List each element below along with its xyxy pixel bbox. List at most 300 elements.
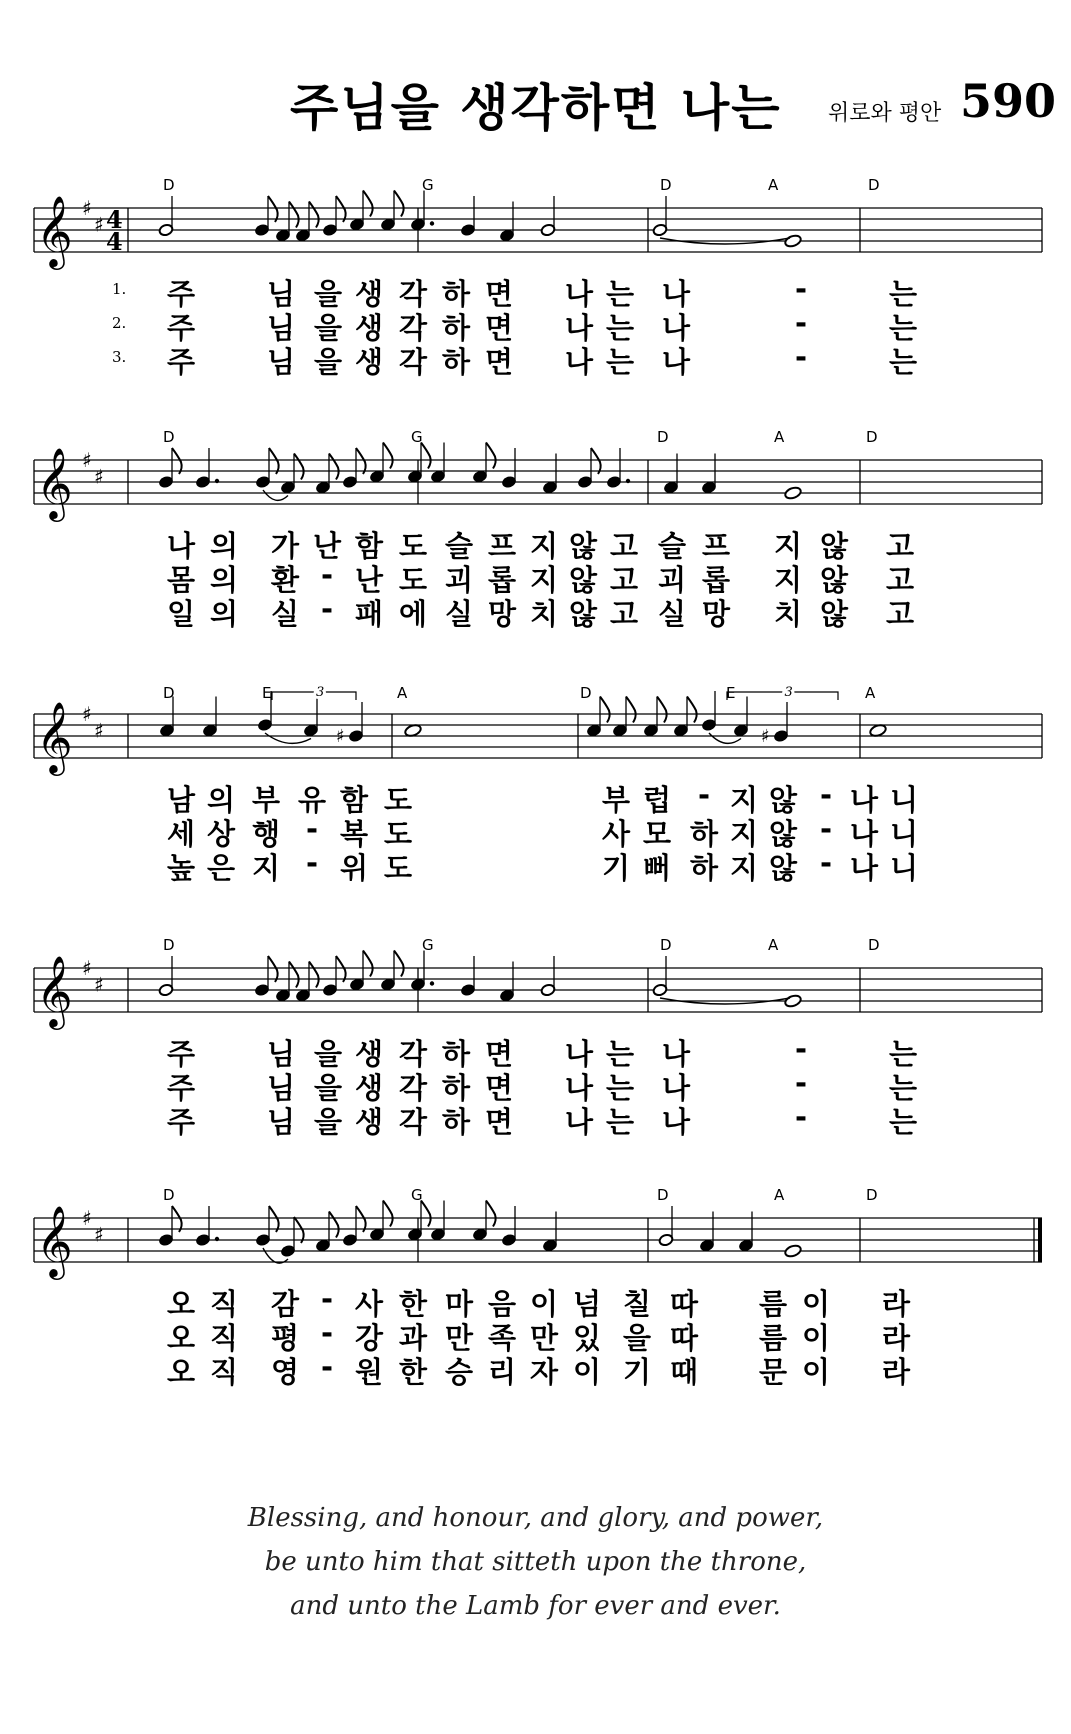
note — [410, 191, 434, 232]
lyric-syllable: 지 — [773, 563, 802, 597]
note — [652, 956, 667, 997]
lyric-syllable: 때 — [669, 1355, 698, 1389]
lyric-syllable: 만 — [444, 1321, 473, 1355]
lyric-syllable: 니 — [889, 851, 918, 885]
lyric-syllable: 난 — [312, 529, 341, 563]
note — [784, 486, 802, 500]
note — [407, 1201, 430, 1242]
verse-number: 2. — [112, 314, 127, 332]
sharp-icon: ♯ — [82, 196, 92, 220]
lyric-syllable: - — [819, 812, 833, 846]
chord-symbol: A — [768, 176, 779, 194]
tie — [265, 733, 311, 743]
lyric-syllable: 럽 — [642, 783, 671, 817]
note — [501, 448, 516, 489]
lyric-syllable: 사 — [354, 1287, 383, 1321]
note — [612, 697, 635, 738]
lyric-syllable: 하 — [441, 1071, 470, 1105]
lyric-syllable: 환 — [270, 563, 299, 597]
lyric-syllable: 프 — [701, 529, 730, 563]
chord-symbol: D — [163, 1186, 175, 1204]
lyric-syllable: 이 — [801, 1355, 830, 1389]
lyric-syllable: 도 — [383, 817, 412, 851]
lyric-syllable: 각 — [398, 1105, 427, 1139]
lyric-syllable: 기 — [601, 851, 630, 885]
note — [540, 196, 555, 237]
lyric-syllable: 칠 — [622, 1287, 651, 1321]
lyric-syllable: 이 — [529, 1287, 558, 1321]
lyric-syllable: 나 — [564, 277, 593, 311]
lyric-syllable: 일 — [166, 597, 195, 631]
lyric-line — [0, 524, 1071, 563]
lyric-line — [0, 592, 1071, 631]
lyric-syllable: 않 — [768, 817, 797, 851]
lyric-syllable: 유 — [297, 783, 326, 817]
scripture-line: be unto him that sitteth upon the throne, — [264, 1547, 807, 1577]
note — [380, 191, 403, 232]
note — [784, 234, 802, 248]
lyric-syllable: 않 — [568, 529, 597, 563]
lyric-syllable: 괴 — [444, 563, 473, 597]
lyric-syllable: 라 — [881, 1287, 910, 1321]
note — [652, 196, 667, 237]
lyric-syllable: 않 — [768, 783, 797, 817]
note — [430, 443, 445, 484]
lyric-syllable: 기 — [622, 1355, 651, 1389]
chord-symbol: D — [657, 428, 669, 446]
lyric-syllable: 는 — [605, 311, 634, 345]
lyric-syllable: 이 — [801, 1321, 830, 1355]
lyric-syllable: 따 — [669, 1321, 698, 1355]
chord-symbol: E — [262, 684, 272, 702]
svg-text:♯: ♯ — [336, 726, 345, 747]
lyric-syllable: 나 — [661, 345, 690, 379]
lyric-syllable: 나 — [849, 817, 878, 851]
lyric-syllable: 나 — [564, 1071, 593, 1105]
sharp-icon: ♯ — [94, 718, 104, 743]
lyric-syllable: 는 — [888, 1105, 917, 1139]
lyric-syllable: 주 — [166, 345, 195, 379]
lyric-syllable: 의 — [209, 563, 238, 597]
lyric-syllable: - — [794, 272, 808, 306]
treble-clef-icon: 𝄞 — [36, 1204, 73, 1277]
scripture-quote — [0, 1496, 1071, 1628]
note — [701, 691, 716, 732]
lyric-syllable: 나 — [564, 1105, 593, 1139]
lyric-syllable: 높 — [166, 851, 195, 885]
lyric-syllable: 고 — [885, 563, 914, 597]
lyric-syllable: 고 — [609, 597, 638, 631]
lyric-syllable: 음 — [487, 1287, 516, 1321]
lyric-syllable: 주 — [166, 1105, 195, 1139]
lyric-syllable: 롭 — [701, 563, 730, 597]
lyric-syllable: 의 — [206, 783, 235, 817]
lyric-syllable: 면 — [484, 1037, 513, 1071]
lyric-syllable: 는 — [888, 1037, 917, 1071]
music-system — [0, 176, 1071, 410]
sharp-icon: ♯ — [94, 464, 104, 489]
lyric-syllable: 름 — [758, 1321, 787, 1355]
lyric-syllable: 주 — [166, 1037, 195, 1071]
lyric-line — [0, 1066, 1071, 1105]
lyric-line — [0, 846, 1071, 885]
chord-symbol: A — [768, 936, 779, 954]
note — [658, 1206, 673, 1247]
lyric-syllable: 나 — [661, 1037, 690, 1071]
note — [472, 443, 495, 484]
lyric-syllable: 나 — [166, 529, 195, 563]
lyric-syllable: 한 — [398, 1355, 427, 1389]
lyric-syllable: 망 — [487, 597, 516, 631]
verse-number: 1. — [112, 280, 127, 298]
lyric-syllable: 지 — [729, 851, 758, 885]
lyric-syllable: 님 — [266, 1037, 295, 1071]
triplet-bracket — [727, 692, 838, 700]
sharp-icon: ♯ — [94, 212, 104, 237]
note — [202, 697, 217, 738]
lyric-syllable: - — [794, 340, 808, 374]
lyric-syllable: 리 — [487, 1355, 516, 1389]
lyric-syllable: 프 — [487, 529, 516, 563]
note — [407, 443, 430, 484]
hymn-title: 주님을 생각하면 나는 — [290, 79, 782, 137]
lyric-syllable: 생 — [354, 277, 383, 311]
lyric-syllable: 는 — [888, 311, 917, 345]
sharp-icon: ♯ — [82, 956, 92, 980]
lyric-syllable: - — [320, 1282, 334, 1316]
lyric-syllable: - — [794, 306, 808, 340]
note — [501, 1206, 516, 1247]
chord-symbol: D — [866, 428, 878, 446]
treble-clef-icon: 𝄞 — [36, 446, 73, 519]
lyric-syllable: 나 — [661, 277, 690, 311]
lyric-line — [0, 1282, 1071, 1321]
lyric-syllable: 는 — [605, 1105, 634, 1139]
chord-symbol: A — [397, 684, 408, 702]
treble-clef-icon: 𝄞 — [36, 954, 73, 1027]
treble-clef-icon: 𝄞 — [36, 700, 73, 773]
lyric-syllable: 행 — [251, 817, 280, 851]
note — [369, 443, 392, 484]
triplet-bracket — [272, 692, 356, 700]
lyric-syllable: 도 — [398, 563, 427, 597]
lyric-syllable: - — [320, 1350, 334, 1384]
lyric-syllable: 을 — [313, 345, 342, 379]
lyric-syllable: 따 — [669, 1287, 698, 1321]
lyric-syllable: 니 — [889, 817, 918, 851]
chord-symbol: E — [726, 684, 736, 702]
lyric-syllable: 을 — [313, 1071, 342, 1105]
lyric-syllable: 남 — [166, 783, 195, 817]
lyric-syllable: 강 — [354, 1321, 383, 1355]
note — [606, 448, 630, 489]
lyric-syllable: 함 — [354, 529, 383, 563]
note — [158, 956, 173, 997]
lyric-syllable: 은 — [206, 851, 235, 885]
lyric-syllable: 지 — [251, 851, 280, 885]
lyric-syllable: 각 — [398, 1037, 427, 1071]
lyric-syllable: 면 — [484, 277, 513, 311]
lyric-syllable: 나 — [564, 345, 593, 379]
svg-text:♯: ♯ — [761, 726, 770, 747]
lyric-syllable: - — [697, 778, 711, 812]
sharp-icon: ♯ — [94, 1222, 104, 1247]
lyric-syllable: 면 — [484, 1071, 513, 1105]
chord-symbol: D — [163, 936, 175, 954]
lyric-syllable: 는 — [888, 1071, 917, 1105]
lyric-syllable: 하 — [441, 277, 470, 311]
lyric-line — [0, 306, 1071, 345]
triplet-label: 3 — [784, 686, 793, 700]
music-system — [0, 686, 1071, 916]
lyric-syllable: 면 — [484, 1105, 513, 1139]
lyric-syllable: 는 — [888, 277, 917, 311]
lyric-syllable: 않 — [819, 563, 848, 597]
lyric-syllable: 과 — [398, 1321, 427, 1355]
lyric-syllable: 이 — [572, 1355, 601, 1389]
lyric-syllable: 주 — [166, 311, 195, 345]
lyric-syllable: 의 — [209, 529, 238, 563]
hymn-category: 위로와 평안 — [828, 101, 942, 126]
lyric-syllable: 라 — [881, 1355, 910, 1389]
lyric-syllable: 님 — [266, 1071, 295, 1105]
lyric-line — [0, 558, 1071, 597]
lyric-syllable: 한 — [398, 1287, 427, 1321]
chord-symbol: G — [422, 176, 434, 194]
note — [369, 1201, 392, 1242]
lyric-syllable: 모 — [642, 817, 671, 851]
lyric-syllable: 각 — [398, 277, 427, 311]
lyric-syllable: 하 — [441, 1037, 470, 1071]
lyric-syllable: 고 — [885, 529, 914, 563]
lyric-line — [0, 272, 1071, 311]
lyric-syllable: 복 — [339, 817, 368, 851]
lyric-syllable: 나 — [661, 1071, 690, 1105]
sharp-icon: ♯ — [94, 972, 104, 997]
lyric-syllable: 는 — [605, 1037, 634, 1071]
lyric-syllable: 영 — [270, 1355, 299, 1389]
music-system — [0, 1186, 1071, 1420]
lyric-syllable: 도 — [383, 783, 412, 817]
lyric-syllable: 이 — [801, 1287, 830, 1321]
sharp-icon: ♯ — [82, 702, 92, 726]
lyric-syllable: 나 — [564, 1037, 593, 1071]
lyric-syllable: 에 — [398, 597, 427, 631]
note — [380, 951, 403, 992]
lyric-syllable: 문 — [758, 1355, 787, 1389]
music-system — [0, 936, 1071, 1170]
lyric-syllable: 실 — [270, 597, 299, 631]
lyric-syllable: 지 — [773, 529, 802, 563]
chord-symbol: D — [163, 684, 175, 702]
note — [195, 1206, 219, 1247]
lyric-syllable: 난 — [354, 563, 383, 597]
music-system — [0, 428, 1071, 662]
lyric-syllable: 생 — [354, 311, 383, 345]
lyric-syllable: 하 — [689, 817, 718, 851]
lyric-syllable: 을 — [313, 311, 342, 345]
lyric-syllable: 주 — [166, 1071, 195, 1105]
lyric-syllable: 원 — [354, 1355, 383, 1389]
sharp-icon: ♯ — [82, 448, 92, 472]
final-barline — [1038, 1218, 1042, 1262]
note — [349, 191, 372, 232]
lyric-syllable: 슬 — [444, 529, 473, 563]
lyric-syllable: 치 — [529, 597, 558, 631]
note — [460, 196, 475, 237]
lyric-syllable: 오 — [166, 1355, 195, 1389]
note — [410, 951, 434, 992]
note — [784, 1244, 802, 1258]
lyric-syllable: 족 — [487, 1321, 516, 1355]
lyric-syllable: - — [794, 1032, 808, 1066]
note — [784, 994, 802, 1008]
lyric-syllable: 사 — [601, 817, 630, 851]
lyric-syllable: 는 — [888, 345, 917, 379]
lyric-syllable: 면 — [484, 345, 513, 379]
lyric-syllable: 는 — [605, 277, 634, 311]
lyric-syllable: 상 — [206, 817, 235, 851]
lyric-syllable: 괴 — [657, 563, 686, 597]
note — [472, 1201, 495, 1242]
lyric-syllable: - — [794, 1066, 808, 1100]
lyric-line — [0, 778, 1071, 817]
treble-clef-icon: 𝄞 — [36, 194, 73, 267]
lyric-syllable: 님 — [266, 345, 295, 379]
lyric-syllable: 님 — [266, 311, 295, 345]
lyric-syllable: 는 — [605, 345, 634, 379]
lyric-syllable: 위 — [339, 851, 368, 885]
lyric-syllable: 승 — [444, 1355, 473, 1389]
lyric-syllable: 몸 — [166, 563, 195, 597]
lyric-syllable: 생 — [354, 1105, 383, 1139]
note — [673, 697, 696, 738]
lyric-syllable: 라 — [881, 1321, 910, 1355]
lyric-syllable: 고 — [609, 563, 638, 597]
lyric-syllable: 니 — [889, 783, 918, 817]
note — [643, 697, 666, 738]
chord-symbol: G — [411, 428, 423, 446]
note — [303, 697, 318, 738]
lyric-syllable: 만 — [529, 1321, 558, 1355]
lyric-line — [0, 1350, 1071, 1389]
chord-symbol: A — [774, 428, 785, 446]
chord-symbol: D — [868, 176, 880, 194]
chord-symbol: G — [411, 1186, 423, 1204]
lyric-syllable: - — [305, 812, 319, 846]
note — [349, 951, 372, 992]
lyric-syllable: - — [320, 558, 334, 592]
lyric-syllable: 생 — [354, 345, 383, 379]
lyric-syllable: 넘 — [572, 1287, 601, 1321]
note — [733, 697, 748, 738]
lyric-syllable: 지 — [529, 529, 558, 563]
triplet-label: 3 — [316, 686, 325, 700]
lyric-syllable: 고 — [885, 597, 914, 631]
lyric-syllable: 평 — [270, 1321, 299, 1355]
lyric-syllable: 하 — [441, 1105, 470, 1139]
chord-symbol: D — [866, 1186, 878, 1204]
chord-symbol: D — [868, 936, 880, 954]
lyric-syllable: 부 — [251, 783, 280, 817]
lyric-syllable: 않 — [819, 529, 848, 563]
lyric-line — [0, 1100, 1071, 1139]
lyric-syllable: 의 — [209, 597, 238, 631]
lyric-syllable: 을 — [313, 277, 342, 311]
lyric-syllable: 각 — [398, 311, 427, 345]
lyric-syllable: 름 — [758, 1287, 787, 1321]
lyric-syllable: 지 — [729, 817, 758, 851]
lyric-syllable: 가 — [270, 529, 299, 563]
lyric-syllable: - — [305, 846, 319, 880]
lyric-syllable: 는 — [605, 1071, 634, 1105]
scripture-line: and unto the Lamb for ever and ever. — [290, 1591, 781, 1621]
chord-symbol: D — [580, 684, 592, 702]
chord-symbol: A — [774, 1186, 785, 1204]
note — [586, 697, 609, 738]
chord-symbol: D — [163, 176, 175, 194]
chord-symbol: A — [865, 684, 876, 702]
time-signature-icon: 4 — [106, 227, 123, 256]
lyric-syllable: 오 — [166, 1287, 195, 1321]
lyric-syllable: 직 — [209, 1287, 238, 1321]
lyric-syllable: - — [320, 592, 334, 626]
lyric-syllable: 망 — [701, 597, 730, 631]
verse-number: 3. — [112, 348, 127, 366]
lyric-line — [0, 340, 1071, 379]
chord-symbol: D — [657, 1186, 669, 1204]
chord-symbol: G — [422, 936, 434, 954]
lyric-syllable: 생 — [354, 1071, 383, 1105]
lyric-syllable: 각 — [398, 345, 427, 379]
lyric-syllable: 하 — [441, 345, 470, 379]
lyric-syllable: 을 — [622, 1321, 651, 1355]
time-signature-icon: 4 — [106, 205, 123, 234]
lyric-syllable: 않 — [568, 563, 597, 597]
lyric-syllable: 나 — [661, 311, 690, 345]
note — [540, 956, 555, 997]
note — [158, 196, 173, 237]
lyric-syllable: 치 — [773, 597, 802, 631]
lyric-line — [0, 1316, 1071, 1355]
lyric-syllable: 하 — [689, 851, 718, 885]
lyric-syllable: 나 — [564, 311, 593, 345]
hymn-number: 590 — [960, 74, 1057, 128]
lyric-syllable: 직 — [209, 1321, 238, 1355]
lyric-syllable: 감 — [270, 1287, 299, 1321]
lyric-syllable: 부 — [601, 783, 630, 817]
lyric-syllable: 롭 — [487, 563, 516, 597]
lyric-syllable: 실 — [444, 597, 473, 631]
note — [195, 448, 219, 489]
lyric-syllable: 고 — [609, 529, 638, 563]
lyric-syllable: 생 — [354, 1037, 383, 1071]
lyric-syllable: 면 — [484, 311, 513, 345]
note — [460, 956, 475, 997]
lyric-syllable: 않 — [768, 851, 797, 885]
lyric-syllable: 직 — [209, 1355, 238, 1389]
lyric-syllable: 하 — [441, 311, 470, 345]
lyric-line — [0, 1032, 1071, 1071]
chord-symbol: D — [660, 936, 672, 954]
lyric-syllable: 주 — [166, 277, 195, 311]
note — [430, 1201, 445, 1242]
lyric-syllable: 자 — [529, 1355, 558, 1389]
chord-symbol: D — [163, 428, 175, 446]
lyric-syllable: 도 — [383, 851, 412, 885]
lyric-syllable: 을 — [313, 1105, 342, 1139]
lyric-syllable: 님 — [266, 277, 295, 311]
